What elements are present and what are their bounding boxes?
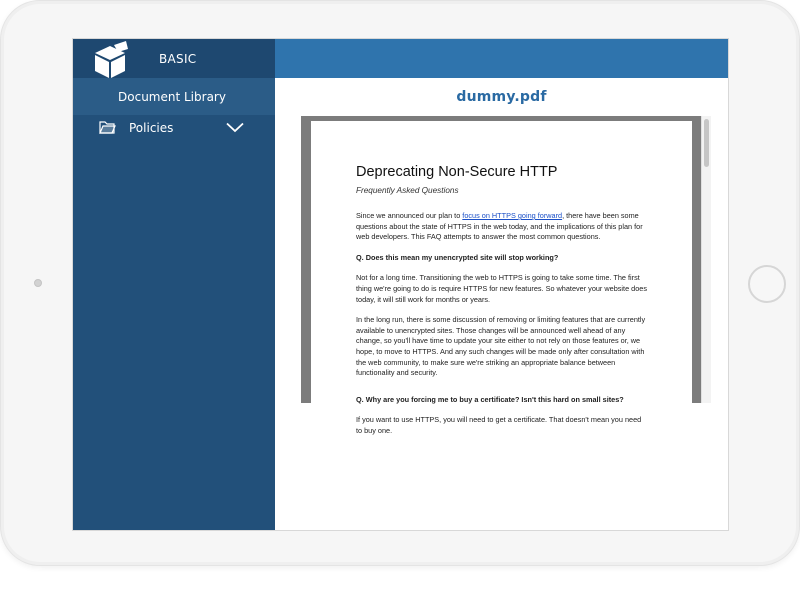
sidebar-item-policies[interactable] bbox=[73, 115, 275, 145]
sidebar-item-label: Policies bbox=[129, 121, 174, 135]
pdf-paragraph: In the long run, there is some discussion of removing or limiting features that are currently available to unencrypted sites. Those changes will be announced well ahead of any change, so you'll have time to update your site either to not rely on those features or, we hope, to move to HTTPS. And any such changes will be made only after consultation with the web community, to make sure we're striking an appropriate balance between functionality and security. bbox=[356, 315, 646, 378]
sidebar-item-document-library[interactable]: Document Library bbox=[73, 78, 275, 115]
folder-open-icon bbox=[99, 120, 116, 135]
pdf-question: Q. Why are you forcing me to buy a certificate? Isn't this hard on small sites? bbox=[356, 394, 624, 404]
scrollbar-thumb[interactable] bbox=[704, 119, 709, 167]
brand-name: BASIC bbox=[159, 52, 197, 66]
sidebar bbox=[73, 39, 275, 530]
pdf-heading: Deprecating Non-Secure HTTP bbox=[356, 164, 558, 180]
home-button[interactable] bbox=[748, 265, 786, 303]
pdf-question: Q. Does this mean my unencrypted site will stop working? bbox=[356, 252, 559, 262]
pdf-link[interactable]: focus on HTTPS going forward bbox=[462, 211, 563, 220]
scrollbar[interactable] bbox=[701, 116, 711, 403]
app-screen bbox=[72, 38, 729, 531]
top-bar bbox=[275, 39, 728, 78]
sidebar-header bbox=[73, 39, 275, 78]
camera-dot bbox=[34, 279, 42, 287]
pdf-subheading: Frequently Asked Questions bbox=[356, 186, 459, 195]
pdf-page bbox=[311, 121, 692, 441]
pdf-paragraph: If you want to use HTTPS, you will need to get a certificate. That doesn't mean you need to buy one. bbox=[356, 415, 642, 435]
main-panel bbox=[275, 39, 728, 530]
chevron-down-icon[interactable] bbox=[226, 122, 244, 133]
document-title: dummy.pdf bbox=[456, 89, 547, 105]
pdf-paragraph: Since we announced our plan to focus on HTTPS going forward, there have been some questions about the state of HTTPS in the web today, and the implications of this plan for web developers. This FAQ attempts to answer the most common questions. bbox=[356, 211, 643, 242]
pdf-viewer[interactable] bbox=[301, 116, 711, 435]
pdf-paragraph: Not for a long time. Transitioning the web to HTTPS is going to take some time. The first thing we're going to do is require HTTPS for new features. So whatever your website does today, it will still work for months or years. bbox=[356, 273, 647, 304]
cube-icon bbox=[92, 43, 128, 79]
